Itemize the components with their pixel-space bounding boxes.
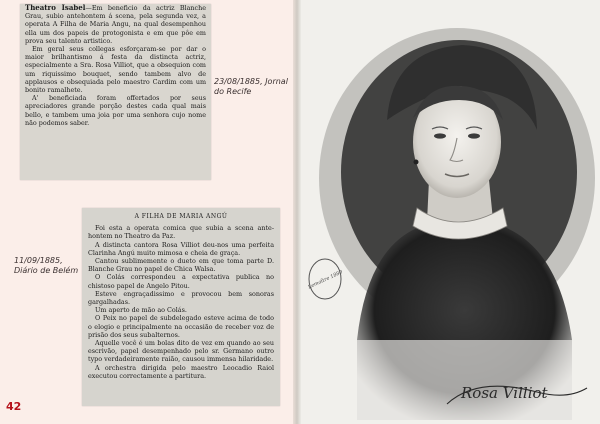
clipping-paragraph: A orchestra dirigida pelo maestro Leocadio Raiol executou correctamente a partitura. bbox=[88, 363, 274, 380]
clipping-paragraph: Aquelle você é um bolas dito de vez em quando ao seu escrivão, papel desempenhado pelo sr. Germano outro typo verdadeiramente raião, causou immensa hilaridade. bbox=[88, 339, 274, 364]
book-gutter bbox=[293, 0, 301, 424]
page-number: 42 bbox=[6, 400, 22, 413]
right-page bbox=[297, 0, 600, 424]
portrait-signature: Rosa Villiot bbox=[461, 384, 548, 402]
clipping-paragraph: O Colás correspondeu a expectativa publica no chistoso papel de Angelo Pitou. bbox=[88, 273, 274, 290]
clipping-paragraph: A distincta cantora Rosa Villiot deu-nos uma perfeita Clarinha Angú muito mimosa e cheia de graça. bbox=[88, 240, 274, 257]
clipping-paragraph: Foi esta a operata comica que subia a scena ante-hontem no Theatro da Paz. bbox=[88, 224, 274, 241]
clipping-paragraph: Esteve engraçadissimo e provocou bem sonoras gargalhadas. bbox=[88, 289, 274, 307]
clipping-title: Theatro Isabel bbox=[25, 4, 86, 12]
clipping-paragraph: A' beneficiada foram offertados por seus apreciadores grande porção destes cada qual mais bello, e tambem uma joia por uma senhora cujo nome não podemos saber. bbox=[25, 94, 206, 127]
newspaper-clipping-recife bbox=[20, 4, 211, 180]
portrait-lithograph bbox=[297, 0, 600, 424]
caption-recife: 23/08/1885, Jornal do Recife bbox=[214, 77, 288, 96]
caption-belem: 11/09/1885, Diário de Belém bbox=[14, 256, 79, 275]
clipping-paragraph: O Peix no papel de subdelegado esteve acima de todo o elogio e principalmente na occasião de receber voz de prisão dos seus subalternos. bbox=[88, 314, 274, 339]
clipping-paragraph: Cantou sublimemente o dueto em que toma parte D. Blanche Grau no papel de Chica Walsa. bbox=[88, 257, 274, 274]
clipping-paragraph: Um aperto de mão ao Colás. bbox=[95, 306, 187, 315]
stamp-text: Lemaître 1880 bbox=[307, 269, 344, 291]
newspaper-clipping-belem bbox=[82, 208, 280, 406]
clipping-heading: A FILHA DE MARIA ANGÚ bbox=[134, 213, 228, 220]
clipping-paragraph: Em geral seus collegas esforçaram-se por dar o maior brilhantismo á festa da distincta actriz, especialmente a Sra. Rosa Villiot, que a obsequion com um riquissimo bouquet, sendo tambem alvo de applausos e obsequiada pelo maestro Cardim com um bonito ramalhete. bbox=[25, 45, 206, 95]
clipping-paragraph: —Em beneficio da actriz Blanche Grau, subio antehontem á scena, pela segunda vez, a operata A Filha de Maria Angu, na qual desempenhou ella um dos papeis de protogonista e em que pôe em prova seu talento artistico. bbox=[25, 4, 206, 45]
publisher-stamp bbox=[306, 256, 344, 302]
